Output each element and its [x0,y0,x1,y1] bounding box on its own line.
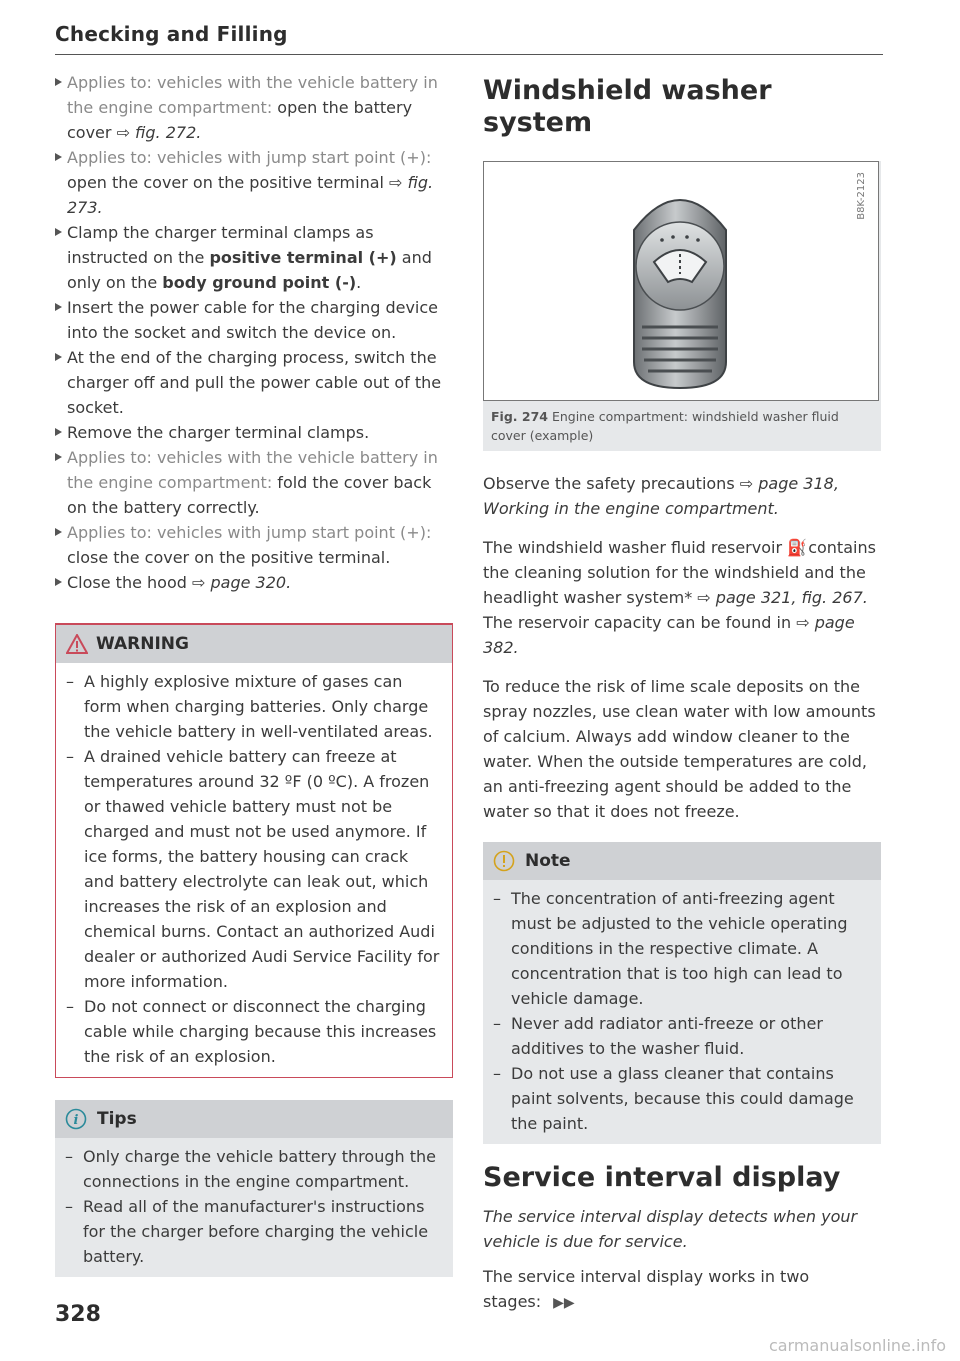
section-title: Windshield washer system [483,75,772,138]
instruction-item: Applies to: vehicles with the vehicle battery in the engine compartment: fold the cover back on the battery correctly. [55,445,453,520]
section-title: Service interval display [483,1162,841,1193]
note-body [483,880,881,1144]
note-item: – Never add radiator anti-freeze or other additives to the washer fluid. [493,1011,871,1061]
header-title: Checking and Filling [55,22,288,46]
warning-item: – A drained vehicle battery can freeze at temperatures around 32 ºF (0 ºC). A frozen or thawed vehicle battery must not be charged and must not be used anymore. If ice forms, the battery housing can crack and battery electrolyte can leak out, which increases the risk of an explosion and chemical burns. Contact an authorized Audi dealer or authorized Audi Service Facility for more information. [66,744,442,994]
page-link[interactable]: ⇨ page 320. [191,573,292,592]
note-header [483,842,881,880]
watermark: carmanualsonline.info [768,1336,946,1355]
paragraph: To reduce the risk of lime scale deposits on the spray nozzles, use clean water with low amounts of calcium. Always add window cleaner to the water. When the outside temperatures are cold, an anti-freezing agent should be added to the water so that it does not freeze. [483,677,876,821]
figure-link[interactable]: ⇨ fig. 272. [116,123,202,142]
warning-item: – Do not connect or disconnect the charging cable while charging because this increases the risk of an explosion. [66,994,442,1069]
figure-code: B8K-2123 [856,172,867,220]
right-column [483,75,881,1316]
figure-image [483,161,879,401]
tips-item: – Read all of the manufacturer's instructions for the charger before charging the vehicle battery. [65,1194,443,1269]
warning-body [56,663,452,1077]
warning-triangle-icon [66,634,88,654]
paragraph: The windshield washer fluid reservoir ⛽ contains the cleaning solution for the windshield and the headlight washer system* ⇨ page 321, fig. 267. The reservoir capacity can be found in ⇨ page 382. [483,535,881,660]
page-link[interactable]: ⇨ page 321, fig. 267. [697,588,868,607]
paragraph: Observe the safety precautions ⇨ page 318, Working in the engine compartment. [483,474,839,518]
svg-text:i: i [73,1113,79,1128]
page-number: 328 [55,1302,101,1327]
warning-title: WARNING [96,633,189,654]
note-exclamation-icon [493,850,515,872]
warning-box [55,623,453,1078]
tips-body [55,1138,453,1277]
instruction-item: Remove the charger terminal clamps. [55,420,453,445]
warning-item: – A highly explosive mixture of gases can form when charging batteries. Only charge the vehicle battery in well-ventilated areas. [66,669,442,744]
page-link[interactable]: ⇨ page 382. [483,613,855,657]
tips-title: Tips [97,1108,137,1129]
washer-reservoir-icon: ⛽ [787,538,808,557]
paragraph: The service interval display works in two stages: ▶▶ [483,1267,810,1311]
note-title: Note [525,850,571,871]
info-circle-icon [65,1108,87,1130]
washer-fluid-cap-illustration [484,162,878,400]
instruction-item: Close the hood ⇨ page 320. [55,570,453,595]
continue-arrow-icon: ▶▶ [553,1295,575,1311]
note-box [483,842,881,1144]
note-item: – Do not use a glass cleaner that contains paint solvents, because this could damage the paint. [493,1061,871,1136]
instruction-item: At the end of the charging process, switch the charger off and pull the power cable out of the socket. [55,345,453,420]
figure-caption: Fig. 274 Engine compartment: windshield washer fluid cover (example) [491,409,839,443]
warning-header [56,625,452,663]
page-link[interactable]: ⇨ page 318, Working in the engine compartment. [483,474,839,518]
instruction-item: Applies to: vehicles with the vehicle battery in the engine compartment: open the battery cover ⇨ fig. 272. [55,70,453,145]
instruction-item: Applies to: vehicles with jump start point (+): close the cover on the positive terminal. [55,520,453,570]
instruction-item: Clamp the charger terminal clamps as instructed on the positive terminal (+) and only on the body ground point (-). [55,220,453,295]
tips-box [55,1100,453,1277]
figure-link[interactable]: ⇨ fig. 273. [67,173,434,217]
tips-item: – Only charge the vehicle battery through the connections in the engine compartment. [65,1144,443,1194]
tips-header [55,1100,453,1138]
left-column [55,70,453,1277]
instruction-item: Insert the power cable for the charging device into the socket and switch the device on. [55,295,453,345]
figure [483,161,881,451]
page-header [55,22,883,55]
section-intro: The service interval display detects when your vehicle is due for service. [483,1207,858,1251]
instruction-item: Applies to: vehicles with jump start point (+): open the cover on the positive terminal ⇨ fig. 273. [55,145,453,220]
note-item: – The concentration of anti-freezing agent must be adjusted to the vehicle operating conditions in the respective climate. A concentration that is too high can lead to vehicle damage. [493,886,871,1011]
